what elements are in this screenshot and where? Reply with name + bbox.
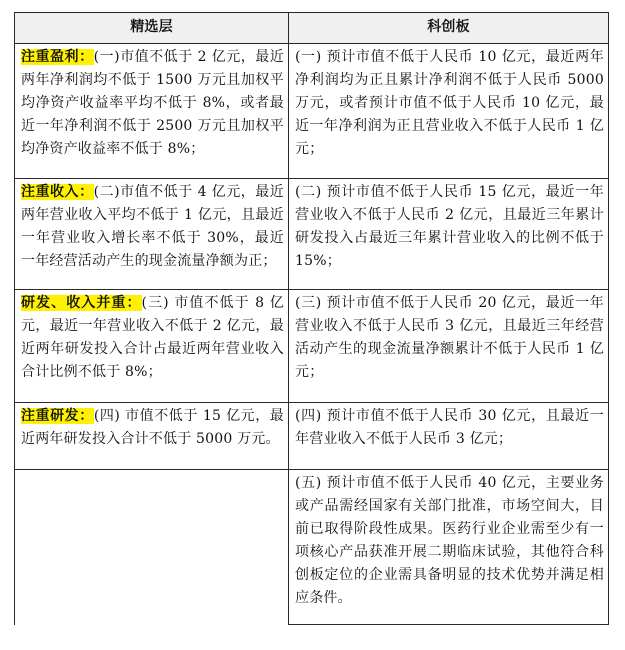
header-jingxuanceng: 精选层 (15, 13, 289, 44)
cell-left-rd-revenue (15, 290, 289, 403)
cell-left-empty (15, 470, 289, 625)
table-row (15, 44, 609, 179)
highlight-label: 注重盈利： (21, 49, 94, 65)
cell-left-profit (15, 44, 289, 179)
highlight-label: 注重研发： (21, 408, 94, 424)
cell-right-4: (四) 预计市值不低于人民币 30 亿元，且最近一年营业收入不低于人民币 3 亿元； (289, 403, 609, 470)
cell-text: (一)市值不低于 2 亿元，最近两年净利润均不低于 1500 万元且加权平均净资产收益率平均不低于 8%，或者最近一年净利润不低于 2500 万元且加权平均净资产收益率不低于 8%； (21, 49, 285, 157)
table-row (15, 403, 609, 470)
table-row (15, 179, 609, 290)
cell-text: (二)市值不低于 4 亿元，最近两年营业收入平均不低于 1 亿元，且最近一年营业收入增长率不低于 30%，最近一年经营活动产生的现金流量净额为正； (21, 184, 285, 269)
header-kechuangban: 科创板 (289, 13, 609, 44)
cell-left-revenue (15, 179, 289, 290)
comparison-table (14, 12, 609, 625)
header-row (15, 13, 609, 44)
cell-left-rd (15, 403, 289, 470)
cell-text: (三) 市值不低于 8 亿元，最近一年营业收入不低于 2 亿元，最近两年研发投入合计占最近两年营业收入合计比例不低于 8%； (21, 295, 284, 380)
cell-right-1: (一) 预计市值不低于人民币 10 亿元，最近两年净利润均为正且累计净利润不低于人民币 5000 万元，或者预计市值不低于人民币 10 亿元，最近一年净利润为正且营业收入不低于人民币 1 亿元； (289, 44, 609, 179)
table-row (15, 470, 609, 625)
cell-right-5: (五) 预计市值不低于人民币 40 亿元，主要业务或产品需经国家有关部门批准，市场空间大，目前已取得阶段性成果。医药行业企业需至少有一项核心产品获准开展二期临床试验，其他符合科创板定位的企业需具备明显的技术优势并满足相应条件。 (289, 470, 609, 625)
cell-right-2: (二) 预计市值不低于人民币 15 亿元，最近一年营业收入不低于人民币 2 亿元，且最近三年累计研发投入占最近三年累计营业收入的比例不低于 15%； (289, 179, 609, 290)
table-row (15, 290, 609, 403)
highlight-label: 注重收入： (21, 184, 94, 200)
cell-right-3: (三) 预计市值不低于人民币 20 亿元，最近一年营业收入不低于人民币 3 亿元，且最近三年经营活动产生的现金流量净额累计不低于人民币 1 亿元； (289, 290, 609, 403)
highlight-label: 研发、收入并重： (21, 295, 142, 311)
cell-text: (四) 市值不低于 15 亿元，最近两年研发投入合计不低于 5000 万元。 (21, 408, 284, 447)
